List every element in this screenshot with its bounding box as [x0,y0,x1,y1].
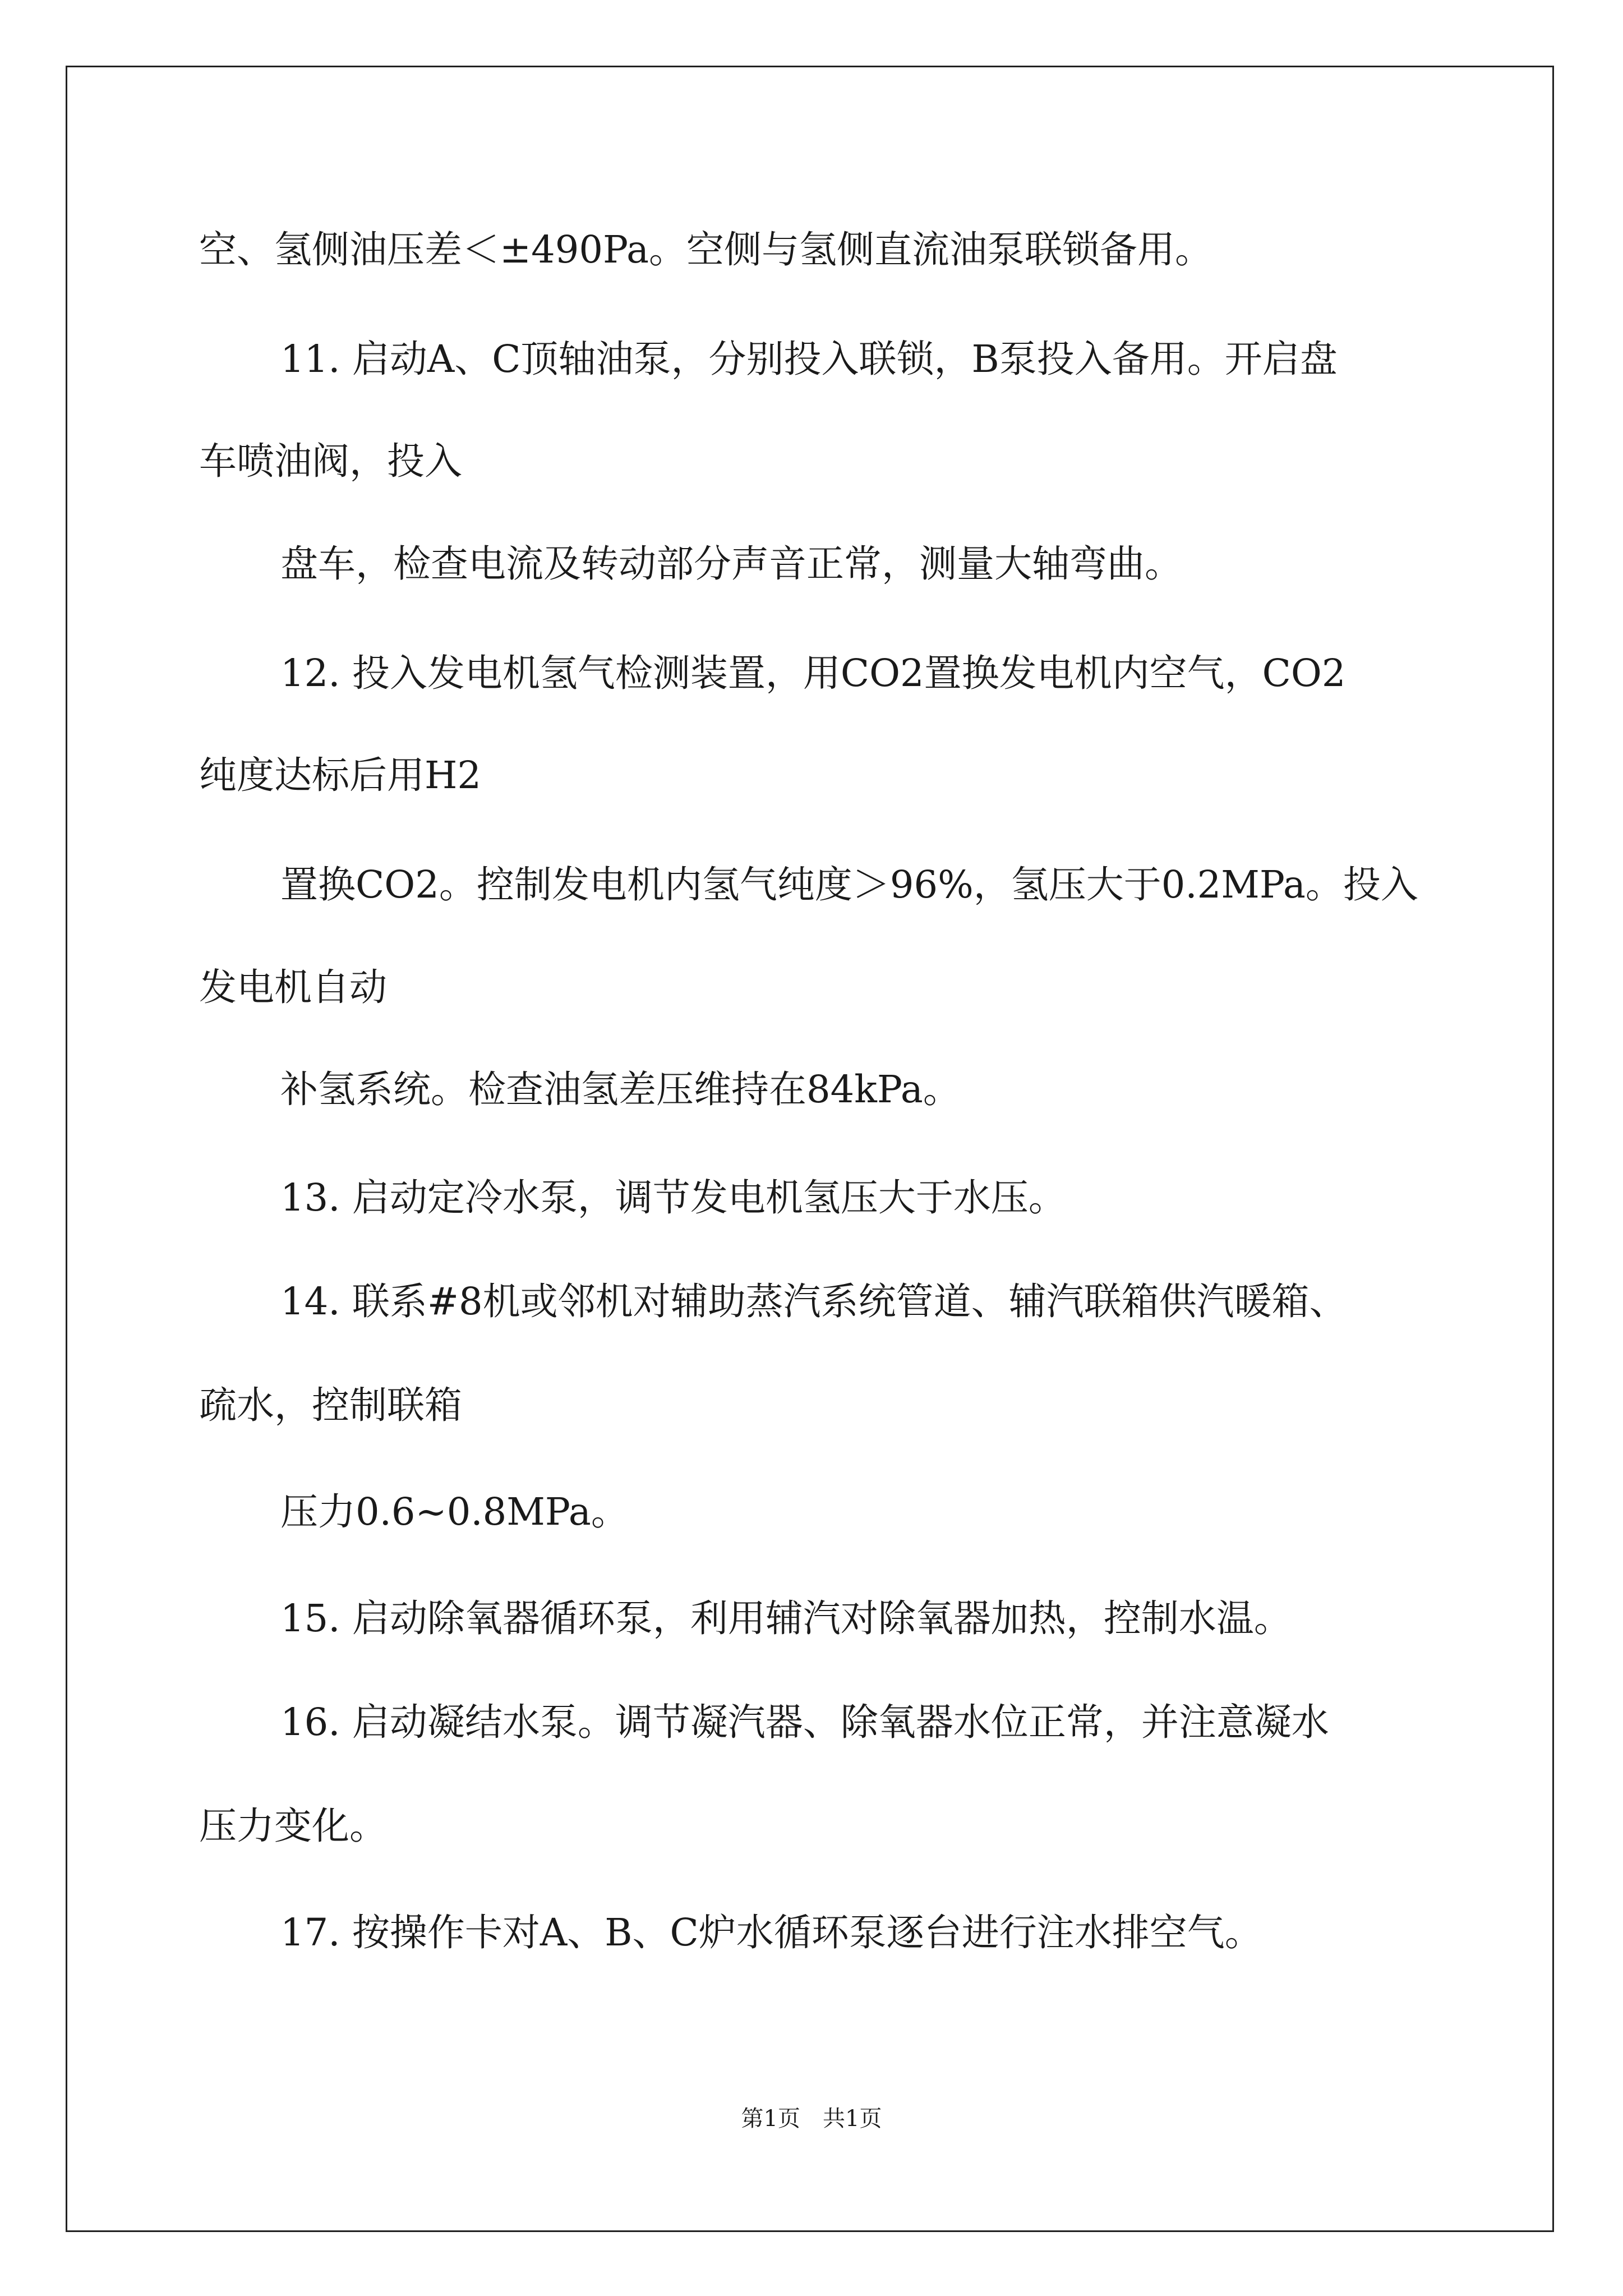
page-footer [0,2105,1623,2133]
text-line-7: 置换CO2。控制发电机内氢气纯度＞96%，氢压大于0.2MPa。投入 [280,863,1418,907]
text-line-6: 纯度达标后用H2 [199,753,482,797]
text-line-8: 发电机自动 [199,965,387,1009]
text-line-9: 补氢系统。检查油氢差压维持在84kPa。 [280,1068,961,1111]
text-line-17: 17. 按操作卡对A、B、C炉水循环泵逐台进行注水排空气。 [280,1911,1262,1954]
text-line-11: 14. 联系#8机或邻机对辅助蒸汽系统管道、辅汽联箱供汽暖箱、 [280,1280,1347,1323]
text-line-3: 车喷油阀，投入 [199,439,462,483]
text-line-16: 压力变化。 [199,1804,387,1848]
text-line-15: 16. 启动凝结水泵。调节凝汽器、除氧器水位正常，并注意凝水 [280,1700,1329,1744]
page-total: 共1页 [823,2106,882,2132]
text-line-2: 11. 启动A、C顶轴油泵，分别投入联锁，B泵投入备用。开启盘 [280,337,1338,381]
text-line-14: 15. 启动除氧器循环泵，利用辅汽对除氧器加热，控制水温。 [280,1596,1292,1640]
text-line-1: 空、氢侧油压差＜±490Pa。空侧与氢侧直流油泵联锁备用。 [199,228,1213,272]
page-number: 第1页 [741,2106,800,2132]
text-line-4: 盘车，检查电流及转动部分声音正常，测量大轴弯曲。 [280,542,1182,586]
text-line-12: 疏水，控制联箱 [199,1383,462,1427]
page-border [66,66,1554,2232]
text-line-5: 12. 投入发电机氢气检测装置，用CO2置换发电机内空气，CO2 [280,651,1346,695]
text-line-13: 压力0.6~0.8MPa。 [280,1490,629,1534]
text-line-10: 13. 启动定冷水泵，调节发电机氢压大于水压。 [280,1176,1066,1220]
